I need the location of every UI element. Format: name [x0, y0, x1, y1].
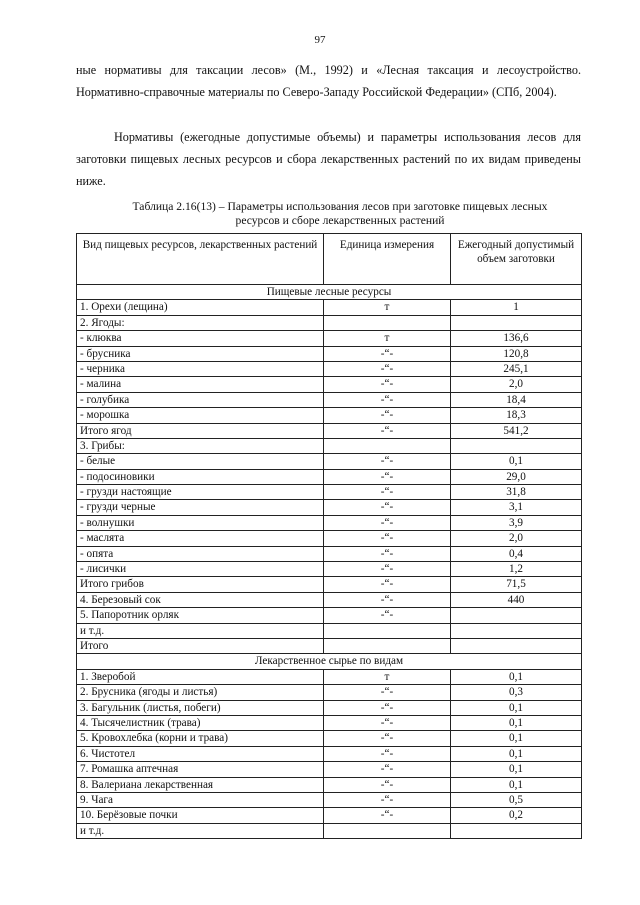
cell-unit: -“-	[324, 715, 451, 730]
cell-unit: т	[324, 669, 451, 684]
cell-volume	[451, 608, 582, 623]
header-annual-volume: Ежегодный допустимый объем заготовки	[451, 234, 582, 285]
paragraph-continuation: ные нормативы для таксации лесов» (М., 1992) и «Лесная таксация и лесоустройство. Нормативно-справочные материалы по Северо-Западу Российской Федерации» (СПб, 2004).	[76, 63, 581, 99]
cell-volume: 3,9	[451, 515, 582, 530]
cell-resource-name: - клюква	[77, 331, 324, 346]
cell-resource-name: 8. Валериана лекарственная	[77, 777, 324, 792]
table-row	[77, 377, 582, 392]
table-row	[77, 392, 582, 407]
cell-resource-name: и т.д.	[77, 623, 324, 638]
cell-volume: 1	[451, 300, 582, 315]
cell-resource-name: 4. Березовый сок	[77, 592, 324, 607]
cell-volume: 136,6	[451, 331, 582, 346]
cell-resource-name: и т.д.	[77, 823, 324, 838]
cell-volume	[451, 315, 582, 330]
table-row	[77, 315, 582, 330]
cell-unit: -“-	[324, 808, 451, 823]
cell-unit: -“-	[324, 562, 451, 577]
cell-unit: -“-	[324, 792, 451, 807]
cell-unit: -“-	[324, 377, 451, 392]
cell-resource-name: 3. Багульник (листья, побеги)	[77, 700, 324, 715]
cell-volume: 29,0	[451, 469, 582, 484]
resources-table	[76, 233, 582, 839]
cell-unit	[324, 623, 451, 638]
table-row	[77, 423, 582, 438]
table-row	[77, 408, 582, 423]
cell-resource-name: 1. Орехи (лещина)	[77, 300, 324, 315]
page-number: 97	[314, 34, 326, 46]
section-heading: Пищевые лесные ресурсы	[77, 285, 582, 300]
cell-volume: 0,4	[451, 546, 582, 561]
cell-resource-name: 9. Чага	[77, 792, 324, 807]
cell-unit: -“-	[324, 423, 451, 438]
cell-unit: -“-	[324, 454, 451, 469]
cell-volume: 440	[451, 592, 582, 607]
table-caption-line-2: ресурсов и сборе лекарственных растений	[235, 214, 445, 227]
cell-unit: -“-	[324, 762, 451, 777]
cell-unit: -“-	[324, 700, 451, 715]
table-row	[77, 454, 582, 469]
cell-resource-name: 5. Кровохлебка (корни и трава)	[77, 731, 324, 746]
cell-resource-name: - маслята	[77, 531, 324, 546]
cell-volume	[451, 438, 582, 453]
cell-unit: -“-	[324, 408, 451, 423]
cell-unit: -“-	[324, 469, 451, 484]
table-header-row	[77, 234, 582, 285]
cell-unit: -“-	[324, 592, 451, 607]
cell-unit	[324, 438, 451, 453]
cell-resource-name: - грузди настоящие	[77, 485, 324, 500]
cell-unit: -“-	[324, 777, 451, 792]
cell-unit	[324, 638, 451, 653]
cell-volume: 245,1	[451, 361, 582, 376]
cell-resource-name: Итого грибов	[77, 577, 324, 592]
cell-resource-name: Итого	[77, 638, 324, 653]
table-row	[77, 792, 582, 807]
section-heading: Лекарственное сырье по видам	[77, 654, 582, 669]
cell-resource-name: 5. Папоротник орляк	[77, 608, 324, 623]
cell-resource-name: - грузди черные	[77, 500, 324, 515]
cell-volume	[451, 623, 582, 638]
cell-unit	[324, 315, 451, 330]
table-row	[77, 623, 582, 638]
cell-unit: -“-	[324, 731, 451, 746]
cell-volume: 0,1	[451, 669, 582, 684]
cell-resource-name: - голубика	[77, 392, 324, 407]
cell-volume: 0,5	[451, 792, 582, 807]
table-body	[77, 285, 582, 839]
table-row	[77, 500, 582, 515]
table-row	[77, 331, 582, 346]
table-row	[77, 577, 582, 592]
cell-unit: -“-	[324, 577, 451, 592]
cell-unit: -“-	[324, 685, 451, 700]
cell-unit: -“-	[324, 515, 451, 530]
cell-unit: т	[324, 300, 451, 315]
table-row	[77, 762, 582, 777]
table-caption-line-1: Таблица 2.16(13) – Параметры использования лесов при заготовке пищевых лесных	[132, 200, 548, 213]
table-row	[77, 469, 582, 484]
table-caption	[100, 200, 580, 228]
cell-unit: -“-	[324, 361, 451, 376]
cell-volume: 0,1	[451, 700, 582, 715]
table-row	[77, 531, 582, 546]
table-row	[77, 608, 582, 623]
paragraph-intro: Нормативы (ежегодные допустимые объемы) и параметры использования лесов для заготовки пищевых лесных ресурсов и сбора лекарственных растений по их видам приведены ниже.	[76, 130, 581, 188]
table-row	[77, 746, 582, 761]
cell-volume: 0,1	[451, 746, 582, 761]
table-row	[77, 485, 582, 500]
table-row	[77, 361, 582, 376]
cell-resource-name: 3. Грибы:	[77, 438, 324, 453]
cell-volume: 0,2	[451, 808, 582, 823]
cell-resource-name: 7. Ромашка аптечная	[77, 762, 324, 777]
cell-volume	[451, 638, 582, 653]
cell-volume: 1,2	[451, 562, 582, 577]
cell-resource-name: - малина	[77, 377, 324, 392]
header-resource-type: Вид пищевых ресурсов, лекарственных растений	[77, 234, 324, 285]
cell-volume	[451, 823, 582, 838]
table-row	[77, 546, 582, 561]
cell-resource-name: 1. Зверобой	[77, 669, 324, 684]
cell-unit: -“-	[324, 546, 451, 561]
cell-volume: 0,1	[451, 731, 582, 746]
cell-unit: -“-	[324, 392, 451, 407]
cell-resource-name: - волнушки	[77, 515, 324, 530]
cell-volume: 0,1	[451, 454, 582, 469]
cell-resource-name: - подосиновики	[77, 469, 324, 484]
cell-volume: 2,0	[451, 531, 582, 546]
cell-volume: 541,2	[451, 423, 582, 438]
section-medicinal-resources	[77, 654, 582, 669]
cell-unit: -“-	[324, 531, 451, 546]
cell-resource-name: 2. Брусника (ягоды и листья)	[77, 685, 324, 700]
cell-unit: т	[324, 331, 451, 346]
table-row	[77, 592, 582, 607]
cell-volume: 2,0	[451, 377, 582, 392]
cell-resource-name: 6. Чистотел	[77, 746, 324, 761]
cell-resource-name: 2. Ягоды:	[77, 315, 324, 330]
cell-unit: -“-	[324, 485, 451, 500]
cell-resource-name: - опята	[77, 546, 324, 561]
cell-volume: 0,1	[451, 777, 582, 792]
cell-resource-name: - черника	[77, 361, 324, 376]
table-row	[77, 685, 582, 700]
cell-volume: 120,8	[451, 346, 582, 361]
section-food-resources	[77, 285, 582, 300]
cell-unit: -“-	[324, 746, 451, 761]
cell-volume: 0,1	[451, 715, 582, 730]
table-row	[77, 715, 582, 730]
table-row	[77, 300, 582, 315]
table-row	[77, 669, 582, 684]
table-row	[77, 808, 582, 823]
cell-unit: -“-	[324, 500, 451, 515]
cell-resource-name: Итого ягод	[77, 423, 324, 438]
cell-resource-name: - брусника	[77, 346, 324, 361]
table-row	[77, 562, 582, 577]
table-row	[77, 638, 582, 653]
cell-resource-name: 4. Тысячелистник (трава)	[77, 715, 324, 730]
table-row	[77, 777, 582, 792]
cell-volume: 18,4	[451, 392, 582, 407]
table-row	[77, 700, 582, 715]
table-row	[77, 731, 582, 746]
header-unit: Единица измерения	[324, 234, 451, 285]
cell-volume: 31,8	[451, 485, 582, 500]
table-row	[77, 346, 582, 361]
cell-resource-name: - морошка	[77, 408, 324, 423]
cell-unit: -“-	[324, 608, 451, 623]
cell-resource-name: - белые	[77, 454, 324, 469]
table-row	[77, 515, 582, 530]
cell-volume: 0,1	[451, 762, 582, 777]
cell-resource-name: - лисички	[77, 562, 324, 577]
table-row	[77, 823, 582, 838]
cell-volume: 0,3	[451, 685, 582, 700]
cell-resource-name: 10. Берёзовые почки	[77, 808, 324, 823]
cell-volume: 18,3	[451, 408, 582, 423]
cell-unit: -“-	[324, 346, 451, 361]
cell-volume: 3,1	[451, 500, 582, 515]
cell-unit	[324, 823, 451, 838]
cell-volume: 71,5	[451, 577, 582, 592]
table-row	[77, 438, 582, 453]
